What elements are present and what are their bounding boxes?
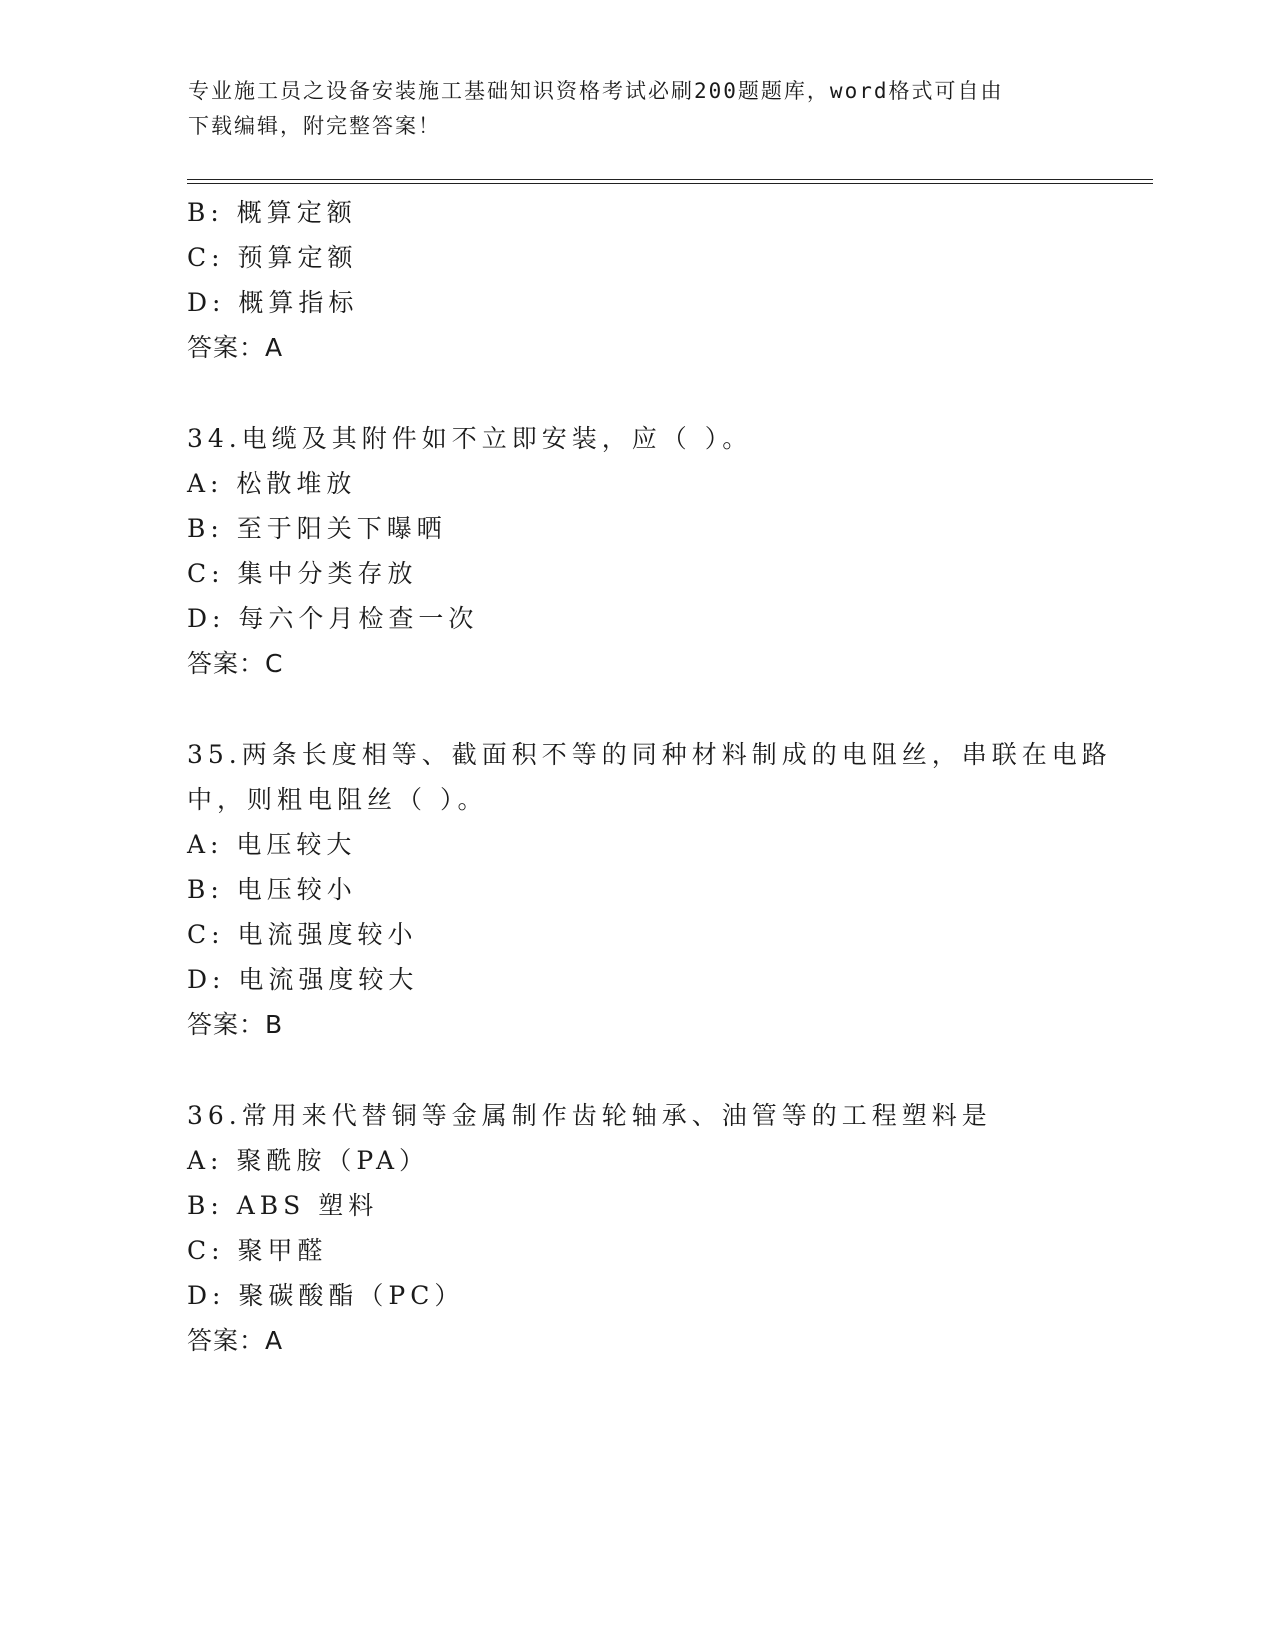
option-b: B: 概算定额 bbox=[187, 198, 357, 227]
option-b: B: ABS 塑料 bbox=[187, 1191, 379, 1220]
header-line-2: 下载编辑，附完整答案！ bbox=[188, 114, 441, 138]
option-c: C: 电流强度较小 bbox=[187, 920, 418, 949]
option-d: D: 每六个月检查一次 bbox=[187, 604, 479, 633]
question-stem-line-2: 中，则粗电阻丝（ ）。 bbox=[187, 785, 488, 814]
question-stem-line-1: 35.两条长度相等、截面积不等的同种材料制成的电阻丝，串联在电路 bbox=[187, 740, 1112, 769]
option-d: D: 概算指标 bbox=[187, 288, 359, 317]
answer-line: 答案：C bbox=[187, 649, 284, 678]
option-b: B: 至于阳关下曝晒 bbox=[187, 514, 447, 543]
option-a: A: 聚酰胺（PA） bbox=[187, 1146, 430, 1175]
header-divider-top bbox=[187, 179, 1153, 180]
option-c: C: 预算定额 bbox=[187, 243, 358, 272]
question-stem: 36.常用来代替铜等金属制作齿轮轴承、油管等的工程塑料是 bbox=[187, 1101, 992, 1130]
option-b: B: 电压较小 bbox=[187, 875, 357, 904]
option-a: A: 松散堆放 bbox=[187, 469, 357, 498]
document-header bbox=[188, 74, 1088, 144]
question-stem: 34.电缆及其附件如不立即安装，应（ ）。 bbox=[187, 424, 753, 453]
question-35 bbox=[187, 732, 1112, 1047]
option-c: C: 聚甲醛 bbox=[187, 1236, 328, 1265]
header-line-1: 专业施工员之设备安装施工基础知识资格考试必刷200题题库，word格式可自由 bbox=[188, 79, 1004, 103]
answer-line: 答案：B bbox=[187, 1010, 284, 1039]
header-divider-bottom bbox=[187, 183, 1153, 184]
option-d: D: 电流强度较大 bbox=[187, 965, 419, 994]
option-d: D: 聚碳酸酯（PC） bbox=[187, 1281, 465, 1310]
question-36 bbox=[187, 1093, 1087, 1363]
option-a: A: 电压较大 bbox=[187, 830, 357, 859]
question-list bbox=[187, 190, 1112, 1363]
answer-line: 答案：A bbox=[187, 333, 284, 362]
answer-line: 答案：A bbox=[187, 1326, 284, 1355]
option-c: C: 集中分类存放 bbox=[187, 559, 418, 588]
question-33-continued bbox=[187, 190, 1087, 370]
question-34 bbox=[187, 416, 1087, 686]
